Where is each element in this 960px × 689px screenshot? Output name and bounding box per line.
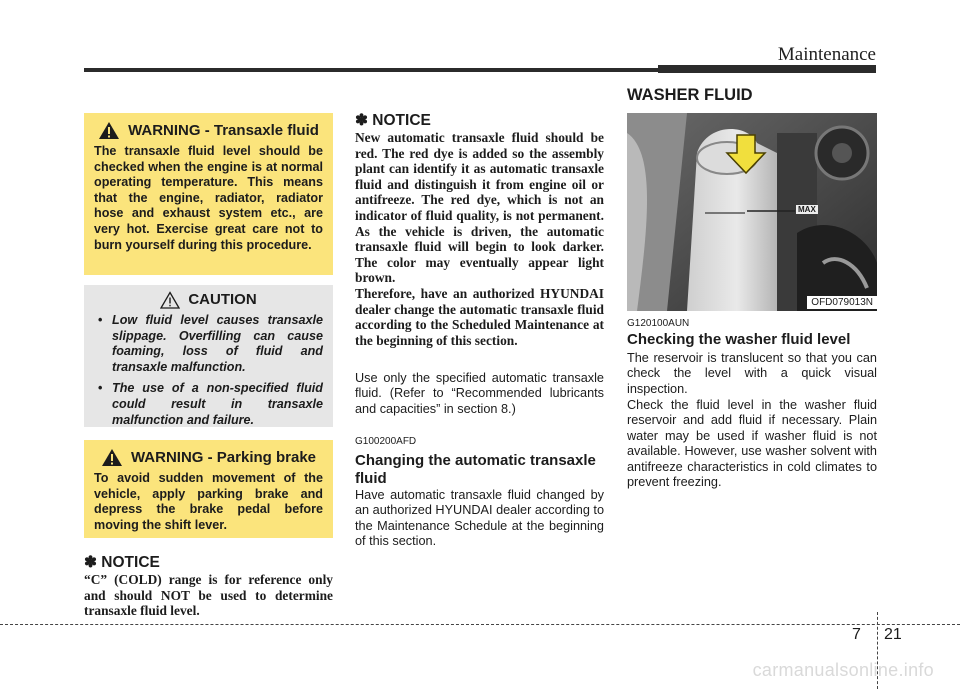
caution-triangle-icon xyxy=(160,291,180,309)
header-accent-bar xyxy=(658,65,876,73)
heading-changing-fluid: Changing the automatic transaxle fluid xyxy=(355,452,596,487)
notice-body-middle xyxy=(355,130,604,348)
notice-paragraph: Therefore, have an authorized HYUNDAI dealer change the automatic transaxle fluid according to the Scheduled Maintenance at the beginning of this section. xyxy=(355,285,604,348)
caution-item: • Low fluid level causes transaxle slippage. Overfilling can cause foaming, loss of fluid and transaxle malfunction. xyxy=(94,313,323,375)
warning-transaxle-box xyxy=(84,113,333,275)
paragraph-check-level: Check the fluid level in the washer fluid reservoir and add fluid if necessary. Plain water may be used if washer fluid is not available. However, use washer solvent with antifreeze characteristics in cold climates to prevent freezing. xyxy=(627,398,877,490)
caution-item: • The use of a non-specified fluid could result in transaxle malfunction and failure. xyxy=(94,381,323,428)
caution-label: CAUTION xyxy=(188,291,257,309)
caution-header xyxy=(94,291,323,309)
warning-triangle-icon xyxy=(98,121,120,140)
notice-paragraph: New automatic transaxle fluid should be red. The red dye is added so the assembly plant can identify it as automatic transaxle fluid and distinguish it from engine oil or antifreeze. The red dye, which is not an indicator of fluid quality, is not permanent. As the vehicle is driven, the automatic transaxle fluid will begin to look darker. The color may eventually appear light brown. xyxy=(355,130,604,286)
max-mark-label: MAX xyxy=(798,205,816,214)
warning-parking-header xyxy=(94,448,323,467)
heading-checking-washer: Checking the washer fluid level xyxy=(627,331,851,348)
caution-list xyxy=(94,313,323,428)
section-heading-washer: WASHER FLUID xyxy=(627,86,753,104)
engine-bay-illustration xyxy=(627,113,877,311)
notice-heading-middle: ✽ NOTICE xyxy=(355,112,431,129)
page-number: 21 xyxy=(884,626,902,643)
washer-reservoir-photo xyxy=(627,113,877,311)
notice-heading-left: ✽ NOTICE xyxy=(84,554,160,571)
notice-body-left: “C” (COLD) range is for reference only and should NOT be used to determine transaxle fluid level. xyxy=(84,572,333,619)
watermark: carmanualsonline.info xyxy=(752,660,934,680)
section-code: G100200AFD xyxy=(355,436,417,447)
chapter-number: 7 xyxy=(852,626,861,643)
caution-box xyxy=(84,285,333,427)
warning-transaxle-label: WARNING - Transaxle fluid xyxy=(128,121,319,139)
footer-rule xyxy=(0,624,960,625)
warning-parking-label: WARNING - Parking brake xyxy=(130,448,317,466)
section-code: G120100AUN xyxy=(627,318,690,329)
warning-transaxle-header xyxy=(94,121,323,140)
warning-transaxle-body: The transaxle fluid level should be checked when the engine is at normal operating temperature. This means that the engine, radiator, radiator hose and exhaust system etc., are very hot. Exercise great care not to burn yourself during this procedure. xyxy=(94,144,323,252)
paragraph-changing-fluid: Have automatic transaxle fluid changed by an authorized HYUNDAI dealer according to the Maintenance Schedule at the beginning of this section. xyxy=(355,488,604,549)
warning-triangle-icon xyxy=(101,448,123,467)
warning-parking-body: To avoid sudden movement of the vehicle, apply parking brake and depress the brake pedal before moving the shift lever. xyxy=(94,471,323,532)
paragraph-reservoir: The reservoir is translucent so that you can check the level with a quick visual inspection. xyxy=(627,351,877,396)
warning-parking-box xyxy=(84,440,333,538)
page-section-title: Maintenance xyxy=(777,44,876,65)
photo-reference-code: OFD079013N xyxy=(807,296,877,309)
paragraph-specified-fluid: Use only the specified automatic transaxle fluid. (Refer to “Recommended lubricants and capacities” in section 8.) xyxy=(355,371,604,416)
